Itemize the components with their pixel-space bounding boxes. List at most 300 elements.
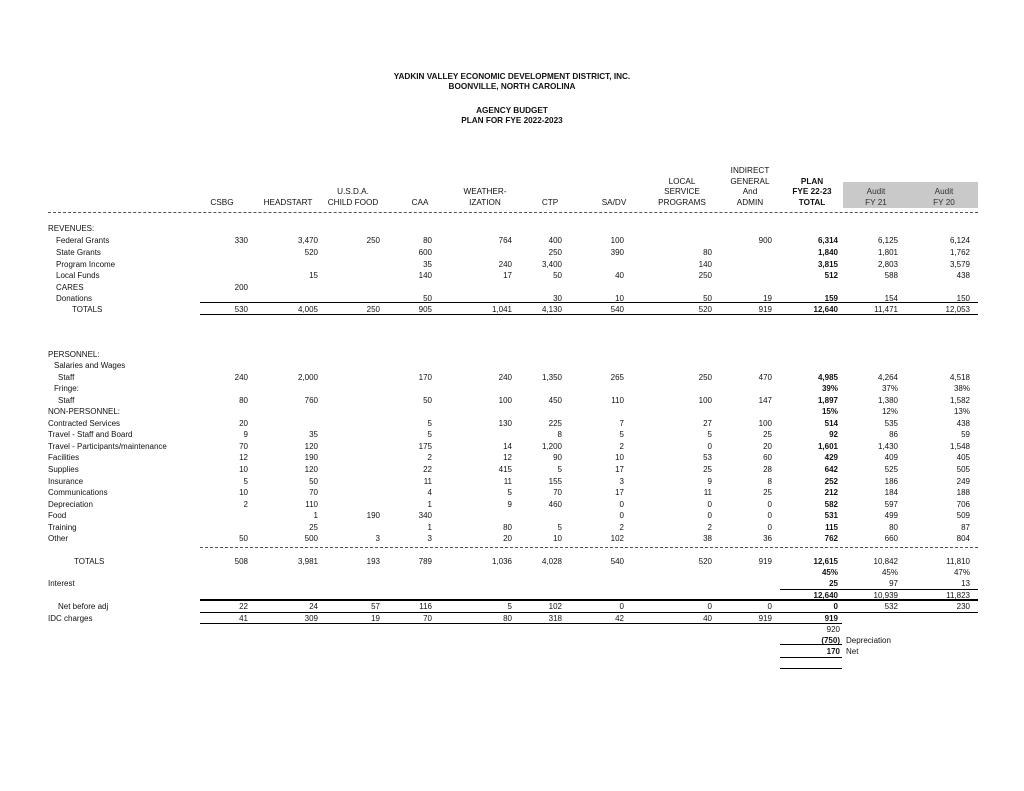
row-label: Training (48, 523, 77, 532)
table-cell: 45% (821, 568, 838, 577)
table-cell: 50 (423, 294, 432, 303)
doc-title: AGENCY BUDGET (476, 106, 548, 115)
table-cell: 265 (610, 373, 624, 382)
table-cell: 400 (548, 236, 562, 245)
table-cell: 87 (961, 523, 970, 532)
table-cell: 318 (548, 614, 562, 623)
table-cell: 50 (423, 396, 432, 405)
table-cell: 25 (763, 430, 772, 439)
table-cell: 28 (763, 465, 772, 474)
table-cell: 5 (619, 430, 624, 439)
table-cell: 0 (767, 602, 772, 611)
table-cell: 520 (698, 305, 712, 314)
table-cell: 86 (889, 430, 898, 439)
table-cell: 3 (619, 477, 624, 486)
table-cell: 39% (821, 384, 838, 393)
table-cell: 50 (239, 534, 248, 543)
header-divider (48, 212, 978, 213)
table-cell: 642 (824, 465, 838, 474)
table-cell: 2 (427, 453, 432, 462)
table-cell: 2 (619, 523, 624, 532)
table-cell: 12% (881, 407, 898, 416)
table-cell: 0 (767, 523, 772, 532)
column-header-4-line-1: IZATION (469, 197, 501, 207)
table-cell: 10 (553, 534, 562, 543)
depreciation-label: Depreciation (846, 636, 891, 645)
table-cell: 252 (824, 477, 838, 486)
table-cell: 804 (956, 534, 970, 543)
table-cell: 0 (707, 500, 712, 509)
table-cell: 230 (956, 602, 970, 611)
column-header-7-line-0: LOCAL (668, 176, 696, 186)
column-header-8-line-0: INDIRECT (730, 166, 770, 175)
table-cell: 184 (884, 488, 898, 497)
table-cell: 0 (767, 511, 772, 520)
table-cell: 70 (239, 442, 248, 451)
table-cell: 120 (304, 442, 318, 451)
table-cell: 150 (956, 294, 970, 303)
table-cell: 20 (239, 419, 248, 428)
table-cell: 520 (304, 248, 318, 257)
row-label: Net before adj (58, 602, 109, 611)
table-cell: 110 (305, 500, 318, 509)
row-label: Federal Grants (56, 236, 110, 245)
table-cell: 4,518 (949, 373, 970, 382)
table-cell: 4,028 (541, 557, 562, 566)
table-cell: 12,640 (813, 305, 838, 314)
table-cell: 11,471 (874, 305, 898, 314)
table-cell: 0 (767, 500, 772, 509)
table-cell: 10,939 (873, 591, 898, 600)
table-cell: 250 (698, 373, 712, 382)
table-cell: 25 (703, 465, 712, 474)
table-cell: 170 (418, 373, 432, 382)
table-cell: 0 (619, 511, 624, 520)
column-header-2-line-0: U.S.D.A. (337, 187, 369, 196)
table-cell: 22 (423, 465, 432, 474)
revenue-total-rule (200, 302, 978, 303)
table-cell: 19 (763, 294, 772, 303)
table-cell: 2,803 (877, 260, 898, 269)
table-cell: 155 (548, 477, 562, 486)
table-cell: 15 (309, 271, 318, 280)
table-cell: 120 (304, 465, 318, 474)
table-cell: 250 (698, 271, 712, 280)
plan-title: PLAN FOR FYE 2022-2023 (461, 116, 563, 125)
column-header-0-line-0: CSBG (210, 197, 234, 207)
table-cell: 212 (824, 488, 838, 497)
table-cell: 5 (557, 523, 562, 532)
table-cell: 706 (956, 500, 970, 509)
table-cell: 12,640 (813, 591, 838, 600)
table-cell: 1,897 (817, 396, 838, 405)
table-cell: 70 (423, 614, 432, 623)
table-cell: 70 (309, 488, 318, 497)
row-label: Supplies (48, 465, 79, 474)
table-cell: 12,615 (813, 557, 838, 566)
table-cell: 5 (243, 477, 248, 486)
row-label: Interest (48, 579, 75, 588)
table-cell: 35 (309, 430, 318, 439)
table-cell: 597 (884, 500, 898, 509)
table-cell: 12 (239, 453, 248, 462)
row-label: Travel - Staff and Board (48, 430, 133, 439)
table-cell: 330 (234, 236, 248, 245)
table-cell: 588 (884, 271, 898, 280)
table-cell: 190 (304, 453, 318, 462)
column-header-6-line-0: SA/DV (601, 197, 627, 207)
table-cell: 15% (821, 407, 838, 416)
column-header-7-line-2: PROGRAMS (658, 197, 706, 207)
table-cell: 460 (548, 500, 562, 509)
table-cell: 25 (829, 579, 838, 588)
table-cell: 1,380 (877, 396, 898, 405)
table-cell: 17 (615, 465, 624, 474)
row-label: State Grants (56, 248, 101, 257)
table-cell: 53 (703, 453, 712, 462)
expense-subtotal-rule (200, 547, 978, 548)
table-cell: 30 (553, 294, 562, 303)
table-cell: 3 (427, 534, 432, 543)
table-cell: 2,000 (297, 373, 318, 382)
table-cell: 520 (698, 557, 712, 566)
row-label: Food (48, 511, 67, 520)
table-cell: 40 (703, 614, 712, 623)
table-cell: 188 (956, 488, 970, 497)
table-cell: 11,810 (946, 557, 970, 566)
table-cell: 4,130 (541, 305, 562, 314)
table-cell: 250 (548, 248, 562, 257)
table-cell: 499 (884, 511, 898, 520)
table-cell: 525 (884, 465, 898, 474)
table-cell: 438 (956, 419, 970, 428)
table-cell: 429 (824, 453, 838, 462)
table-cell: 1,036 (491, 557, 512, 566)
table-cell: 240 (234, 373, 248, 382)
table-cell: 17 (503, 271, 512, 280)
table-cell: 1,840 (817, 248, 838, 257)
table-cell: 110 (611, 396, 624, 405)
table-cell: 1 (313, 511, 318, 520)
column-header-1-line-0: HEADSTART (263, 197, 313, 207)
table-cell: 50 (309, 477, 318, 486)
idc-bottom-rule (200, 623, 842, 624)
table-cell: 186 (884, 477, 898, 486)
table-cell: 9 (507, 500, 512, 509)
table-cell: 41 (239, 614, 248, 623)
table-cell: 1 (427, 500, 432, 509)
column-header-7-line-1: SERVICE (664, 187, 700, 196)
row-label: REVENUES: (48, 224, 95, 233)
table-cell: 2 (707, 523, 712, 532)
table-cell: 1,548 (949, 442, 970, 451)
column-header-2-line-1: CHILD FOOD (327, 197, 379, 207)
row-label: IDC charges (48, 614, 93, 623)
interest-sum-rule (780, 589, 978, 590)
table-cell: 100 (498, 396, 512, 405)
idc-subtotal: 920 (826, 625, 840, 634)
column-header-9-line-2: TOTAL (798, 197, 826, 207)
table-cell: 3,981 (297, 557, 318, 566)
column-header-11-line-0: Audit (934, 187, 954, 196)
table-cell: 38 (703, 534, 712, 543)
row-label: Travel - Participants/maintenance (48, 442, 167, 451)
table-cell: 100 (698, 396, 712, 405)
table-cell: 1,430 (877, 442, 898, 451)
org-location: BOONVILLE, NORTH CAROLINA (448, 82, 576, 91)
table-cell: 40 (615, 271, 624, 280)
table-cell: 405 (956, 453, 970, 462)
table-cell: 25 (309, 523, 318, 532)
table-cell: 250 (366, 236, 380, 245)
table-cell: 514 (824, 419, 838, 428)
table-cell: 450 (548, 396, 562, 405)
table-cell: 70 (553, 488, 562, 497)
table-cell: 532 (884, 602, 898, 611)
table-cell: 3 (375, 534, 380, 543)
table-cell: 20 (503, 534, 512, 543)
row-label: Program Income (56, 260, 116, 269)
table-cell: 147 (758, 396, 772, 405)
table-cell: 27 (703, 419, 712, 428)
table-cell: 919 (758, 305, 772, 314)
table-cell: 762 (824, 534, 838, 543)
table-cell: 660 (884, 534, 898, 543)
table-cell: 45% (881, 568, 898, 577)
table-cell: 175 (418, 442, 432, 451)
table-cell: 92 (829, 430, 838, 439)
table-cell: 4,005 (297, 305, 318, 314)
table-cell: 240 (498, 373, 512, 382)
table-cell: 5 (427, 419, 432, 428)
row-label: TOTALS (74, 557, 105, 566)
table-cell: 0 (619, 602, 624, 611)
table-cell: 20 (763, 442, 772, 451)
column-header-5-line-0: CTP (541, 197, 559, 207)
table-cell: 919 (758, 614, 772, 623)
table-cell: 102 (610, 534, 624, 543)
table-cell: 409 (884, 453, 898, 462)
table-cell: 13% (953, 407, 970, 416)
table-cell: 225 (548, 419, 562, 428)
row-label: Local Funds (56, 271, 100, 280)
table-cell: 10,842 (873, 557, 898, 566)
table-cell: 13 (961, 579, 970, 588)
net-top-line (780, 657, 842, 658)
table-cell: 5 (427, 430, 432, 439)
table-cell: 6,124 (949, 236, 970, 245)
table-cell: 24 (309, 602, 318, 611)
table-cell: 3,579 (949, 260, 970, 269)
table-cell: 2 (243, 500, 248, 509)
net-underline (780, 668, 842, 669)
row-label: Donations (56, 294, 93, 303)
table-cell: 600 (418, 248, 432, 257)
table-cell: 789 (418, 557, 432, 566)
table-cell: 37% (881, 384, 898, 393)
table-cell: 159 (824, 294, 838, 303)
table-cell: 0 (707, 602, 712, 611)
table-cell: 505 (956, 465, 970, 474)
table-cell: 1,601 (817, 442, 838, 451)
depreciation-value: (750) (821, 636, 840, 645)
table-cell: 340 (418, 511, 432, 520)
table-cell: 57 (371, 602, 380, 611)
table-cell: 9 (707, 477, 712, 486)
column-header-10-line-1: FY 21 (865, 197, 887, 207)
table-cell: 115 (825, 523, 838, 532)
table-cell: 22 (239, 602, 248, 611)
column-header-9-line-0: PLAN (800, 176, 824, 186)
column-header-8-line-2: And (742, 187, 758, 196)
table-cell: 140 (418, 271, 432, 280)
table-cell: 11 (423, 477, 432, 486)
table-cell: 47% (953, 568, 970, 577)
table-cell: 8 (767, 477, 772, 486)
table-cell: 50 (553, 271, 562, 280)
table-cell: 102 (548, 602, 562, 611)
table-cell: 25 (763, 488, 772, 497)
column-header-4-line-0: WEATHER- (463, 187, 507, 196)
row-label: Insurance (48, 477, 84, 486)
table-cell: 10 (615, 453, 624, 462)
table-cell: 1,200 (541, 442, 562, 451)
table-cell: 140 (698, 260, 712, 269)
revenue-total-underline (200, 314, 978, 315)
table-cell: 390 (610, 248, 624, 257)
table-cell: 582 (824, 500, 838, 509)
table-cell: 97 (889, 579, 898, 588)
column-header-3-line-0: CAA (411, 197, 429, 207)
table-cell: 17 (615, 488, 624, 497)
column-header-8-line-1: GENERAL (730, 176, 770, 186)
table-cell: 35 (423, 260, 432, 269)
table-cell: 1,041 (491, 305, 512, 314)
row-label: Fringe: (54, 384, 79, 393)
table-cell: 470 (758, 373, 772, 382)
table-cell: 80 (703, 248, 712, 257)
net-bottom-rule (200, 612, 978, 613)
table-cell: 1 (427, 523, 432, 532)
table-cell: 6,125 (877, 236, 898, 245)
table-cell: 193 (366, 557, 380, 566)
table-cell: 80 (239, 396, 248, 405)
table-cell: 90 (553, 453, 562, 462)
row-label: CARES (56, 283, 84, 292)
table-cell: 19 (371, 614, 380, 623)
table-cell: 240 (498, 260, 512, 269)
table-cell: 130 (498, 419, 512, 428)
net-label: Net (846, 647, 859, 656)
table-cell: 540 (610, 557, 624, 566)
row-label: Salaries and Wages (54, 361, 126, 370)
table-cell: 3,470 (297, 236, 318, 245)
table-cell: 760 (304, 396, 318, 405)
table-cell: 309 (304, 614, 318, 623)
table-cell: 0 (619, 500, 624, 509)
table-cell: 508 (234, 557, 248, 566)
table-cell: 4 (427, 488, 432, 497)
table-cell: 540 (610, 305, 624, 314)
table-cell: 0 (707, 511, 712, 520)
table-cell: 1,801 (877, 248, 898, 257)
table-cell: 11,823 (946, 591, 970, 600)
row-label: PERSONNEL: (48, 350, 100, 359)
table-cell: 919 (758, 557, 772, 566)
table-cell: 5 (507, 602, 512, 611)
table-cell: 0 (833, 602, 838, 611)
column-header-10-line-0: Audit (866, 187, 886, 196)
row-label: Other (48, 534, 69, 543)
table-cell: 500 (304, 534, 318, 543)
table-cell: 11 (503, 477, 512, 486)
table-cell: 1,582 (949, 396, 970, 405)
table-cell: 6,314 (817, 236, 838, 245)
table-cell: 4,985 (817, 373, 838, 382)
table-cell: 50 (703, 294, 712, 303)
org-name: YADKIN VALLEY ECONOMIC DEVELOPMENT DISTRICT, INC. (393, 72, 631, 81)
table-cell: 7 (619, 419, 624, 428)
table-cell: 0 (707, 442, 712, 451)
net-value: 170 (826, 647, 840, 656)
table-cell: 3,815 (817, 260, 838, 269)
table-cell: 531 (824, 511, 838, 520)
net-top-rule (200, 599, 978, 601)
table-cell: 5 (557, 465, 562, 474)
row-label: Staff (58, 373, 75, 382)
table-cell: 60 (763, 453, 772, 462)
table-cell: 12 (503, 453, 512, 462)
row-label: Depreciation (48, 500, 93, 509)
table-cell: 116 (419, 602, 432, 611)
table-cell: 1,762 (949, 248, 970, 257)
table-cell: 42 (615, 614, 624, 623)
table-cell: 509 (956, 511, 970, 520)
column-header-11-line-1: FY 20 (933, 197, 955, 207)
table-cell: 36 (763, 534, 772, 543)
row-label: Facilities (48, 453, 80, 462)
column-header-8-line-3: ADMIN (736, 197, 764, 207)
table-cell: 200 (234, 283, 248, 292)
table-cell: 5 (507, 488, 512, 497)
table-cell: 512 (824, 271, 838, 280)
table-cell: 3,400 (541, 260, 562, 269)
table-cell: 764 (498, 236, 512, 245)
table-cell: 8 (557, 430, 562, 439)
table-cell: 11 (703, 488, 712, 497)
table-cell: 2 (619, 442, 624, 451)
table-cell: 9 (243, 430, 248, 439)
table-cell: 38% (953, 384, 970, 393)
row-label: Staff (58, 396, 75, 405)
row-label: Communications (48, 488, 108, 497)
table-cell: 249 (956, 477, 970, 486)
table-cell: 100 (758, 419, 772, 428)
table-cell: 80 (889, 523, 898, 532)
row-label: NON-PERSONNEL: (48, 407, 121, 416)
table-cell: 10 (239, 488, 248, 497)
table-cell: 59 (961, 430, 970, 439)
table-cell: 535 (884, 419, 898, 428)
table-cell: 12,053 (945, 305, 970, 314)
table-cell: 1,350 (541, 373, 562, 382)
column-header-9-line-1: FYE 22-23 (792, 187, 832, 196)
table-cell: 5 (707, 430, 712, 439)
table-cell: 154 (884, 294, 898, 303)
table-cell: 10 (239, 465, 248, 474)
table-cell: 80 (423, 236, 432, 245)
row-label: Contracted Services (48, 419, 121, 428)
